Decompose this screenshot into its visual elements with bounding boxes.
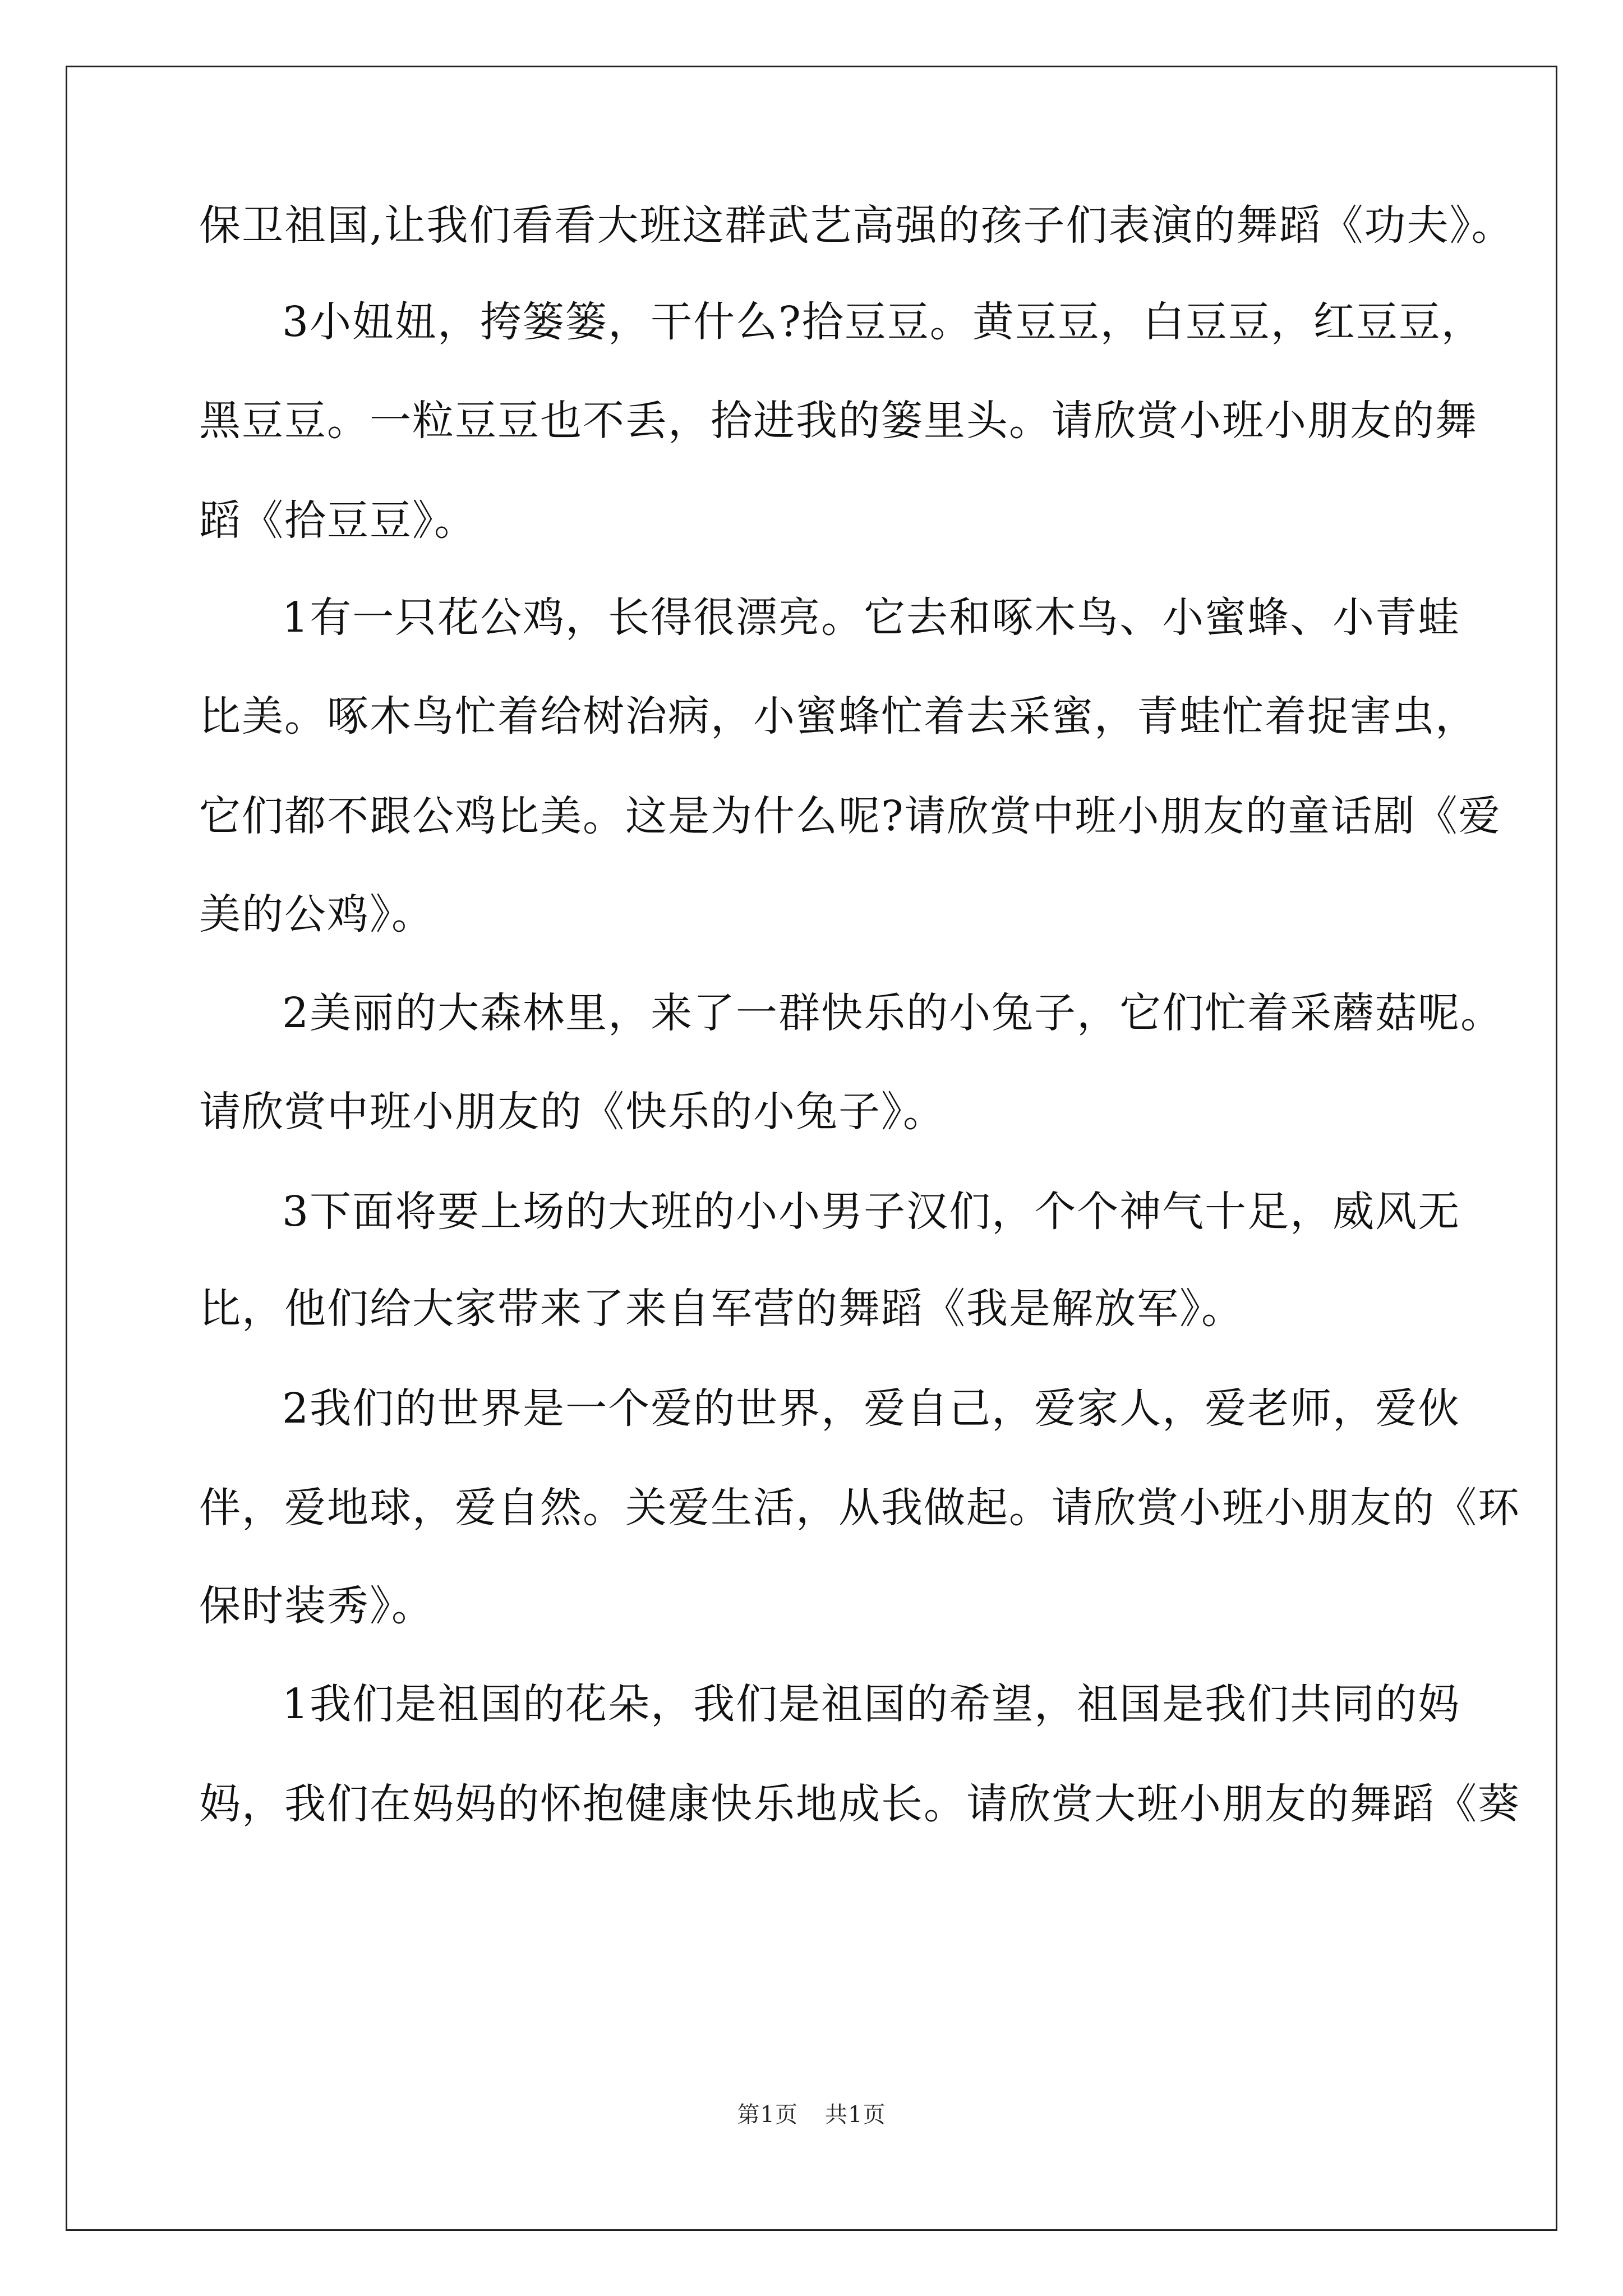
text-line: 比，他们给大家带来了来自军营的舞蹈《我是解放军》。 <box>199 1285 1244 1333</box>
text-line: 请欣赏中班小朋友的《快乐的小兔子》。 <box>199 1088 946 1136</box>
text-line: 美的公鸡》。 <box>199 890 434 938</box>
paragraph-first-line: 2我们的世界是一个爱的世界，爱自己，爱家人，爱老师，爱伙 <box>282 1384 1461 1433</box>
text-line: 它们都不跟公鸡比美。这是为什么呢?请欣赏中班小朋友的童话剧《爱 <box>199 792 1501 840</box>
text-line: 保时装秀》。 <box>199 1582 434 1630</box>
text-line: 妈，我们在妈妈的怀抱健康快乐地成长。请欣赏大班小朋友的舞蹈《葵 <box>199 1780 1520 1828</box>
text-line: 蹈《拾豆豆》。 <box>199 496 477 545</box>
text-line: 伴，爱地球，爱自然。关爱生活，从我做起。请欣赏小班小朋友的《环 <box>199 1484 1520 1532</box>
paragraph-first-line: 1我们是祖国的花朵，我们是祖国的希望，祖国是我们共同的妈 <box>282 1680 1461 1728</box>
text-line: 黑豆豆。一粒豆豆也不丢，拾进我的篓里头。请欣赏小班小朋友的舞 <box>199 397 1478 445</box>
page-number-current: 第1页 <box>737 2102 798 2128</box>
page-border <box>66 66 1557 2231</box>
paragraph-first-line: 2美丽的大森林里，来了一群快乐的小兔子，它们忙着采蘑菇呢。 <box>282 989 1504 1037</box>
paragraph-first-line: 1有一只花公鸡，长得很漂亮。它去和啄木鸟、小蜜蜂、小青蛙 <box>282 593 1461 642</box>
page-footer <box>0 2101 1623 2129</box>
page-number-total: 共1页 <box>825 2102 886 2128</box>
text-line: 保卫祖国,让我们看看大班这群武艺高强的孩子们表演的舞蹈《功夫》。 <box>199 201 1514 250</box>
paragraph-first-line: 3下面将要上场的大班的小小男子汉们，个个神气十足，威风无 <box>282 1188 1461 1236</box>
paragraph-first-line: 3小妞妞，挎篓篓，干什么?拾豆豆。黄豆豆，白豆豆，红豆豆， <box>282 298 1484 346</box>
text-line: 比美。啄木鸟忙着给树治病，小蜜蜂忙着去采蜜，青蛙忙着捉害虫， <box>199 692 1478 740</box>
